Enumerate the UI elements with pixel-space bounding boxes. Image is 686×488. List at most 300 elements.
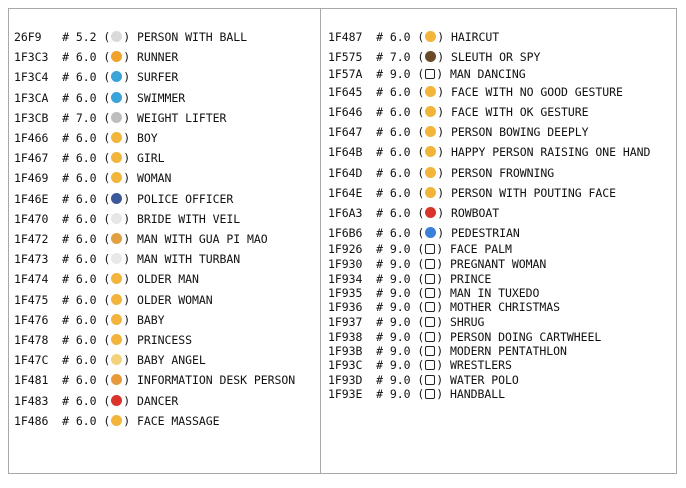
emoji-glyph-icon: [425, 227, 436, 238]
right_column-row: [328, 257, 546, 271]
emoji-glyph-icon: [111, 112, 122, 123]
unicode-version: 6.0: [389, 186, 411, 200]
code-point: 1F478: [14, 333, 56, 347]
unicode-version: 9.0: [389, 358, 411, 372]
emoji-name: FACE WITH OK GESTURE: [451, 105, 589, 119]
left_column-row: [14, 313, 165, 327]
close-paren: ): [123, 272, 137, 287]
close-paren: ): [123, 191, 137, 206]
emoji-glyph-icon: [425, 146, 436, 157]
emoji-name: FACE WITH NO GOOD GESTURE: [451, 85, 623, 99]
hash-sign: #: [62, 312, 76, 327]
missing-glyph-icon: [425, 346, 435, 356]
hash-sign: #: [62, 90, 76, 105]
open-paren: (: [410, 145, 425, 159]
open-paren: (: [96, 353, 111, 368]
hash-sign: #: [376, 105, 390, 119]
unicode-version: 9.0: [389, 330, 411, 344]
code-point: 26F9: [14, 30, 56, 44]
open-paren: (: [410, 186, 425, 200]
emoji-glyph-icon: [425, 187, 436, 198]
hash-sign: #: [62, 191, 76, 206]
emoji-name: WRESTLERS: [450, 358, 512, 372]
open-paren: (: [96, 333, 111, 347]
unicode-version: 6.0: [75, 90, 97, 105]
code-point: 1F645: [328, 85, 370, 99]
code-point: 1F474: [14, 272, 56, 287]
hash-sign: #: [376, 50, 390, 64]
left_column-row: [14, 171, 171, 185]
unicode-version: 9.0: [389, 344, 411, 358]
code-point: 1F64D: [328, 166, 370, 180]
hash-sign: #: [62, 211, 76, 226]
code-point: 1F3CB: [14, 110, 56, 125]
unicode-version: 6.0: [389, 166, 411, 180]
hash-sign: #: [62, 393, 76, 408]
emoji-glyph-icon: [111, 354, 122, 365]
open-paren: (: [410, 358, 425, 372]
right_column-row: [328, 67, 526, 81]
unicode-version: 6.0: [75, 191, 97, 206]
left_column-row: [14, 91, 185, 105]
unicode-version: 6.0: [75, 393, 97, 408]
emoji-glyph-icon: [111, 314, 122, 325]
right_column-row: [328, 344, 567, 358]
emoji-glyph-icon: [111, 172, 122, 183]
close-paren: ): [437, 145, 451, 159]
column-divider: [320, 8, 321, 474]
emoji-glyph-icon: [111, 415, 122, 426]
code-point: 1F64E: [328, 186, 370, 200]
close-paren: ): [436, 315, 450, 329]
emoji-name: SURFER: [137, 70, 179, 85]
open-paren: (: [96, 292, 111, 307]
emoji-name: PEDESTRIAN: [451, 226, 520, 240]
open-paren: (: [410, 85, 425, 99]
right_column-row: [328, 186, 616, 200]
code-point: 1F483: [14, 393, 56, 408]
code-point: 1F473: [14, 252, 56, 267]
code-point: 1F476: [14, 312, 56, 327]
emoji-name: BOY: [137, 131, 158, 145]
left_column-row: [14, 373, 295, 387]
hash-sign: #: [376, 242, 390, 256]
unicode-version: 6.0: [75, 70, 97, 85]
unicode-version: 6.0: [389, 105, 411, 119]
hash-sign: #: [62, 131, 76, 145]
unicode-version: 6.0: [75, 151, 97, 166]
close-paren: ): [123, 151, 137, 166]
unicode-version: 6.0: [75, 211, 97, 226]
unicode-version: 9.0: [389, 242, 411, 256]
emoji-name: PERSON BOWING DEEPLY: [451, 125, 589, 139]
close-paren: ): [123, 232, 137, 246]
right_column-row: [328, 85, 623, 99]
open-paren: (: [410, 387, 425, 401]
right_column-row: [328, 373, 519, 387]
left_column-row: [14, 192, 233, 206]
unicode-version: 6.0: [75, 272, 97, 287]
unicode-version: 6.0: [389, 125, 411, 139]
emoji-name: MOTHER CHRISTMAS: [450, 300, 560, 314]
missing-glyph-icon: [425, 360, 435, 370]
close-paren: ): [123, 333, 137, 347]
left_column-row: [14, 293, 213, 307]
emoji-glyph-icon: [111, 233, 122, 244]
right_column-row: [328, 166, 554, 180]
emoji-name: GIRL: [137, 151, 165, 166]
left_column-row: [14, 394, 178, 408]
unicode-version: 6.0: [75, 413, 97, 428]
code-point: 1F3C3: [14, 50, 56, 65]
unicode-version: 6.0: [389, 30, 411, 44]
missing-glyph-icon: [425, 302, 435, 312]
code-point: 1F926: [328, 242, 370, 256]
unicode-version: 6.0: [75, 232, 97, 246]
left_column-row: [14, 212, 240, 226]
hash-sign: #: [62, 272, 76, 287]
code-point: 1F93D: [328, 373, 370, 387]
close-paren: ): [123, 413, 137, 428]
emoji-name: WOMAN: [137, 171, 172, 186]
emoji-name: MAN DANCING: [450, 67, 526, 81]
emoji-name: RUNNER: [137, 50, 179, 65]
emoji-glyph-icon: [111, 152, 122, 163]
code-point: 1F93B: [328, 344, 370, 358]
close-paren: ): [123, 50, 137, 65]
emoji-glyph-icon: [111, 92, 122, 103]
emoji-name: SWIMMER: [137, 90, 186, 105]
open-paren: (: [96, 50, 111, 65]
emoji-glyph-icon: [425, 106, 436, 117]
emoji-glyph-icon: [425, 86, 436, 97]
open-paren: (: [410, 315, 425, 329]
open-paren: (: [96, 171, 111, 186]
right_column-row: [328, 125, 588, 139]
open-paren: (: [410, 226, 425, 240]
hash-sign: #: [62, 50, 76, 65]
hash-sign: #: [376, 206, 390, 220]
open-paren: (: [410, 373, 425, 387]
left_column-row: [14, 232, 268, 246]
unicode-version: 6.0: [389, 145, 411, 159]
hash-sign: #: [376, 315, 390, 329]
emoji-name: HANDBALL: [450, 387, 505, 401]
right_column-row: [328, 387, 505, 401]
close-paren: ): [123, 211, 137, 226]
close-paren: ): [437, 105, 451, 119]
close-paren: ): [123, 110, 137, 125]
emoji-name: BABY ANGEL: [137, 353, 206, 368]
code-point: 1F646: [328, 105, 370, 119]
open-paren: (: [410, 330, 425, 344]
code-point: 1F937: [328, 315, 370, 329]
right_column-row: [328, 272, 491, 286]
missing-glyph-icon: [425, 317, 435, 327]
close-paren: ): [123, 30, 137, 44]
close-paren: ): [437, 226, 451, 240]
emoji-glyph-icon: [111, 273, 122, 284]
unicode-version: 6.0: [75, 333, 97, 347]
right_column-row: [328, 242, 512, 256]
hash-sign: #: [62, 413, 76, 428]
open-paren: (: [410, 67, 425, 81]
code-point: 1F3CA: [14, 90, 56, 105]
open-paren: (: [410, 242, 425, 256]
emoji-name: PRINCESS: [137, 333, 192, 347]
unicode-version: 9.0: [389, 286, 411, 300]
emoji-name: SHRUG: [450, 315, 485, 329]
hash-sign: #: [62, 353, 76, 368]
unicode-version: 6.0: [75, 312, 97, 327]
hash-sign: #: [376, 145, 390, 159]
code-point: 1F470: [14, 211, 56, 226]
emoji-name: SLEUTH OR SPY: [451, 50, 541, 64]
close-paren: ): [436, 242, 450, 256]
code-point: 1F46E: [14, 191, 56, 206]
close-paren: ): [436, 300, 450, 314]
right_column-row: [328, 145, 650, 159]
hash-sign: #: [376, 30, 390, 44]
open-paren: (: [410, 30, 425, 44]
code-point: 1F3C4: [14, 70, 56, 85]
right_column-row: [328, 315, 484, 329]
emoji-glyph-icon: [425, 207, 436, 218]
close-paren: ): [437, 125, 451, 139]
emoji-name: PREGNANT WOMAN: [450, 257, 547, 271]
close-paren: ): [436, 67, 450, 81]
left_column-row: [14, 151, 165, 165]
close-paren: ): [123, 131, 137, 145]
hash-sign: #: [376, 166, 390, 180]
emoji-glyph-icon: [111, 294, 122, 305]
emoji-glyph-icon: [425, 167, 436, 178]
hash-sign: #: [62, 333, 76, 347]
code-point: 1F93C: [328, 358, 370, 372]
emoji-name: PERSON FROWNING: [451, 166, 555, 180]
close-paren: ): [436, 330, 450, 344]
emoji-name: FACE PALM: [450, 242, 512, 256]
open-paren: (: [410, 206, 425, 220]
unicode-version: 7.0: [75, 110, 97, 125]
close-paren: ): [436, 272, 450, 286]
emoji-name: WATER POLO: [450, 373, 519, 387]
open-paren: (: [96, 413, 111, 428]
code-point: 1F466: [14, 131, 56, 145]
close-paren: ): [123, 70, 137, 85]
left_column-row: [14, 50, 178, 64]
emoji-glyph-icon: [111, 334, 122, 345]
open-paren: (: [96, 151, 111, 166]
open-paren: (: [410, 300, 425, 314]
left_column-row: [14, 70, 178, 84]
hash-sign: #: [376, 67, 390, 81]
close-paren: ): [123, 373, 137, 388]
emoji-name: PERSON DOING CARTWHEEL: [450, 330, 602, 344]
missing-glyph-icon: [425, 274, 435, 284]
code-point: 1F64B: [328, 145, 370, 159]
open-paren: (: [410, 125, 425, 139]
code-point: 1F467: [14, 151, 56, 166]
hash-sign: #: [376, 272, 390, 286]
hash-sign: #: [376, 286, 390, 300]
unicode-version: 9.0: [389, 315, 411, 329]
hash-sign: #: [376, 300, 390, 314]
emoji-glyph-icon: [111, 253, 122, 264]
right_column-row: [328, 206, 499, 220]
emoji-name: MODERN PENTATHLON: [450, 344, 567, 358]
emoji-name: MAN WITH TURBAN: [137, 252, 241, 267]
emoji-name: DANCER: [137, 393, 179, 408]
unicode-version: 9.0: [389, 387, 411, 401]
hash-sign: #: [376, 387, 390, 401]
open-paren: (: [96, 393, 111, 408]
open-paren: (: [96, 110, 111, 125]
open-paren: (: [96, 70, 111, 85]
close-paren: ): [436, 387, 450, 401]
close-paren: ): [437, 85, 451, 99]
code-point: 1F47C: [14, 353, 56, 368]
hash-sign: #: [376, 344, 390, 358]
left_column-row: [14, 414, 219, 428]
emoji-name: POLICE OFFICER: [137, 191, 234, 206]
hash-sign: #: [62, 70, 76, 85]
missing-glyph-icon: [425, 244, 435, 254]
close-paren: ): [123, 292, 137, 307]
code-point: 1F93E: [328, 387, 370, 401]
open-paren: (: [96, 312, 111, 327]
code-point: 1F472: [14, 232, 56, 246]
code-point: 1F481: [14, 373, 56, 388]
emoji-glyph-icon: [111, 374, 122, 385]
emoji-name: MAN IN TUXEDO: [450, 286, 540, 300]
emoji-name: HAPPY PERSON RAISING ONE HAND: [451, 145, 651, 159]
open-paren: (: [410, 272, 425, 286]
emoji-glyph-icon: [111, 213, 122, 224]
hash-sign: #: [62, 151, 76, 166]
close-paren: ): [123, 353, 137, 368]
unicode-version: 5.2: [75, 30, 97, 44]
hash-sign: #: [376, 85, 390, 99]
close-paren: ): [123, 171, 137, 186]
code-point: 1F487: [328, 30, 370, 44]
emoji-glyph-icon: [111, 132, 122, 143]
hash-sign: #: [376, 257, 390, 271]
unicode-version: 6.0: [75, 252, 97, 267]
close-paren: ): [436, 286, 450, 300]
unicode-version: 6.0: [389, 85, 411, 99]
emoji-name: HAIRCUT: [451, 30, 500, 44]
code-point: 1F934: [328, 272, 370, 286]
unicode-version: 6.0: [389, 226, 411, 240]
close-paren: ): [436, 358, 450, 372]
left_column-row: [14, 131, 158, 145]
close-paren: ): [436, 373, 450, 387]
unicode-version: 6.0: [75, 171, 97, 186]
unicode-version: 9.0: [389, 300, 411, 314]
right_column-row: [328, 30, 499, 44]
emoji-glyph-icon: [111, 51, 122, 62]
unicode-version: 9.0: [389, 373, 411, 387]
right_column-row: [328, 226, 520, 240]
unicode-version: 9.0: [389, 257, 411, 271]
close-paren: ): [123, 252, 137, 267]
code-point: 1F469: [14, 171, 56, 186]
open-paren: (: [410, 286, 425, 300]
hash-sign: #: [62, 171, 76, 186]
code-point: 1F930: [328, 257, 370, 271]
emoji-glyph-icon: [111, 395, 122, 406]
close-paren: ): [123, 90, 137, 105]
missing-glyph-icon: [425, 259, 435, 269]
open-paren: (: [410, 105, 425, 119]
unicode-version: 6.0: [75, 373, 97, 388]
unicode-version: 6.0: [75, 292, 97, 307]
emoji-glyph-icon: [111, 31, 122, 42]
close-paren: ): [437, 50, 451, 64]
code-point: 1F938: [328, 330, 370, 344]
code-point: 1F475: [14, 292, 56, 307]
open-paren: (: [96, 90, 111, 105]
emoji-name: BABY: [137, 312, 165, 327]
left_column-row: [14, 333, 192, 347]
hash-sign: #: [62, 373, 76, 388]
close-paren: ): [437, 206, 451, 220]
code-point: 1F6A3: [328, 206, 370, 220]
missing-glyph-icon: [425, 288, 435, 298]
left_column-row: [14, 252, 240, 266]
hash-sign: #: [62, 110, 76, 125]
code-point: 1F486: [14, 413, 56, 428]
emoji-name: OLDER MAN: [137, 272, 199, 287]
close-paren: ): [437, 186, 451, 200]
emoji-glyph-icon: [111, 71, 122, 82]
emoji-name: PRINCE: [450, 272, 492, 286]
right_column-row: [328, 105, 588, 119]
code-point: 1F935: [328, 286, 370, 300]
hash-sign: #: [376, 186, 390, 200]
open-paren: (: [96, 131, 111, 145]
left_column-row: [14, 353, 206, 367]
hash-sign: #: [62, 30, 76, 44]
close-paren: ): [437, 166, 451, 180]
emoji-name: MAN WITH GUA PI MAO: [137, 232, 268, 246]
right_column-row: [328, 300, 560, 314]
code-point: 1F936: [328, 300, 370, 314]
unicode-version: 9.0: [389, 272, 411, 286]
open-paren: (: [410, 50, 425, 64]
open-paren: (: [410, 257, 425, 271]
open-paren: (: [96, 211, 111, 226]
code-point: 1F647: [328, 125, 370, 139]
open-paren: (: [96, 30, 111, 44]
hash-sign: #: [376, 226, 390, 240]
code-point: 1F6B6: [328, 226, 370, 240]
emoji-glyph-icon: [425, 126, 436, 137]
emoji-name: PERSON WITH POUTING FACE: [451, 186, 616, 200]
hash-sign: #: [376, 373, 390, 387]
hash-sign: #: [62, 292, 76, 307]
open-paren: (: [96, 252, 111, 267]
missing-glyph-icon: [425, 69, 435, 79]
left_column-row: [14, 30, 247, 44]
emoji-name: BRIDE WITH VEIL: [137, 211, 241, 226]
unicode-version: 6.0: [389, 206, 411, 220]
unicode-version: 6.0: [75, 50, 97, 65]
emoji-glyph-icon: [111, 193, 122, 204]
right_column-row: [328, 50, 540, 64]
open-paren: (: [410, 344, 425, 358]
